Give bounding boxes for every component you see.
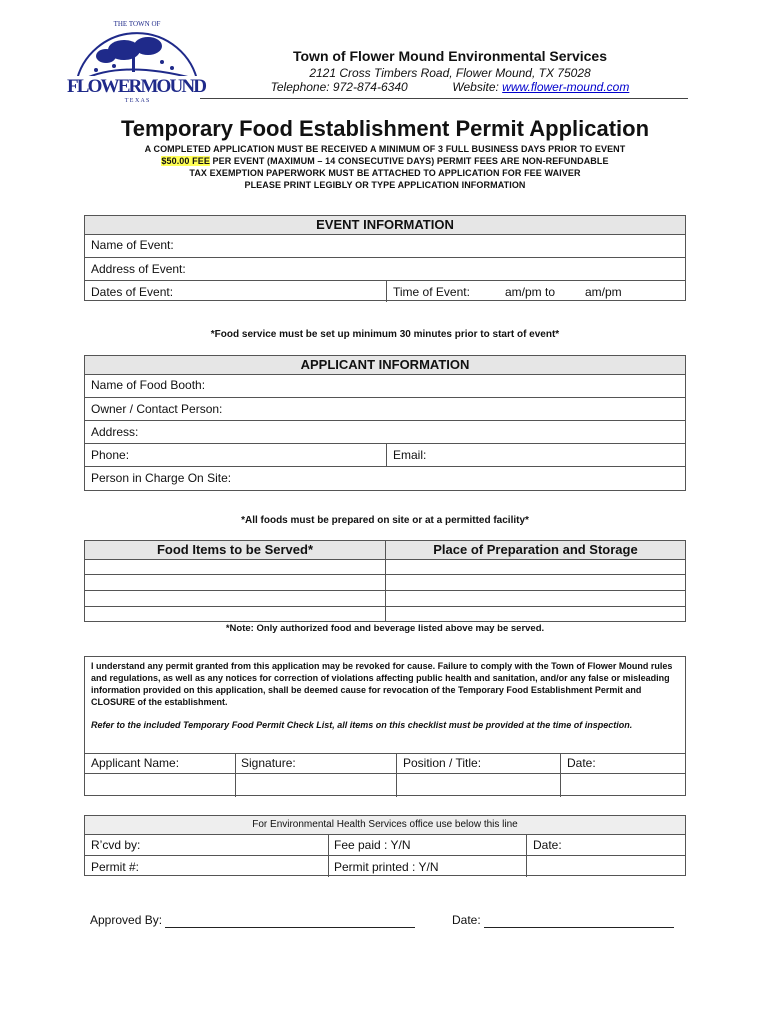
phone-label: Phone: (91, 448, 130, 462)
divider (526, 834, 527, 855)
divider (386, 444, 387, 467)
divider (396, 774, 397, 797)
note-line-1: A COMPLETED APPLICATION MUST BE RECEIVED A MINIMUM OF 3 FULL BUSINESS DAYS PRIOR TO EVENT (144, 144, 626, 154)
approval-date-label: Date: (452, 913, 481, 927)
office-use-heading: For Environmental Health Services office use below this line (85, 816, 685, 835)
logo-name: FLOWERMOUND (67, 76, 207, 97)
website-link[interactable]: www.flower-mound.com (502, 80, 630, 94)
website-label: Website: (452, 80, 499, 94)
approved-by-label: Approved By: (90, 913, 163, 927)
event-information-heading: EVENT INFORMATION (85, 216, 685, 235)
fee-highlight: $50.00 FEE (161, 156, 210, 166)
logo-arc-text: THE TOWN OF (113, 20, 161, 28)
signature-row (85, 753, 685, 774)
table-row[interactable] (85, 590, 685, 607)
applicant-address-label: Address: (91, 425, 139, 439)
event-time-label: Time of Event: (393, 285, 470, 299)
received-by-label: R’cvd by: (91, 838, 141, 852)
office-use-box (84, 815, 686, 876)
approval-date-field[interactable] (484, 913, 674, 928)
email-label: Email: (393, 448, 427, 462)
page-title: Temporary Food Establishment Permit Application (120, 116, 650, 141)
office-date-label: Date: (533, 838, 562, 852)
person-in-charge-label: Person in Charge On Site: (91, 471, 232, 485)
prep-note: *All foods must be prepared on site or at a permitted facility* (241, 515, 529, 526)
approval-date-line (452, 913, 674, 928)
divider (386, 281, 387, 302)
ampm-label: am/pm (585, 285, 622, 299)
table-row[interactable] (85, 574, 685, 591)
owner-row[interactable] (85, 397, 685, 421)
applicant-information-box (84, 355, 686, 491)
divider (235, 754, 236, 774)
preparation-header: Place of Preparation and Storage (386, 541, 685, 560)
logo-state-text: T E X A S (124, 98, 150, 104)
event-dates-row (85, 280, 685, 302)
divider (328, 856, 329, 877)
applicant-name-label: Applicant Name: (91, 756, 180, 770)
date-label: Date: (567, 756, 596, 770)
food-service-note: *Food service must be set up minimum 30 minutes prior to start of event* (210, 329, 560, 340)
divider (328, 834, 329, 855)
town-logo (62, 14, 212, 104)
note-line-2-rest: PER EVENT (MAXIMUM – 14 CONSECUTIVE DAYS) PERMIT FEES ARE NON-REFUNDABLE (209, 156, 609, 166)
header-divider (200, 98, 688, 99)
office-row-2 (85, 855, 685, 877)
declaration-text: I understand any permit granted from this application may be revoked for cause. Failure to comply with the Town of Flower Mound rules and regulations, as well as any notices for correction of violations affecting public health and sanitation, and/or any false or misleading information provided on this application, shall be deemed cause for revocation of the Temporary Food Establishment Permit and CLOSURE of the establishment. (91, 661, 673, 707)
divider (396, 754, 397, 774)
food-booth-label: Name of Food Booth: (91, 378, 206, 392)
note-line-3: TAX EXEMPTION PAPERWORK MUST BE ATTACHED TO APPLICATION FOR FEE WAIVER (189, 168, 581, 178)
permit-number-label: Permit #: (91, 860, 140, 874)
food-booth-row[interactable] (85, 374, 685, 397)
applicant-information-heading: APPLICANT INFORMATION (85, 356, 685, 375)
org-telephone: Telephone: 972-874-6340 (270, 80, 408, 94)
signature-label: Signature: (241, 756, 296, 770)
food-items-header: Food Items to be Served* (85, 541, 385, 560)
person-in-charge-row[interactable] (85, 466, 685, 492)
event-address-row[interactable] (85, 257, 685, 281)
food-table-note: *Note: Only authorized food and beverage listed above may be served. (225, 623, 545, 634)
applicant-address-row[interactable] (85, 420, 685, 444)
event-name-label: Name of Event: (91, 238, 174, 252)
signature-entry-row[interactable] (85, 773, 685, 797)
food-items-table (84, 540, 686, 622)
position-label: Position / Title: (403, 756, 482, 770)
note-line-4: PLEASE PRINT LEGIBLY OR TYPE APPLICATION INFORMATION (244, 180, 526, 190)
table-row[interactable] (85, 559, 685, 574)
table-row[interactable] (85, 606, 685, 623)
org-contact (210, 80, 690, 94)
owner-label: Owner / Contact Person: (91, 402, 223, 416)
org-address: 2121 Cross Timbers Road, Flower Mound, TX 75028 (309, 66, 591, 80)
event-information-box (84, 215, 686, 301)
event-address-label: Address of Event: (91, 262, 186, 276)
ampm-to-label: am/pm to (505, 285, 556, 299)
approved-by-line (90, 913, 415, 928)
divider (235, 774, 236, 797)
org-name: Town of Flower Mound Environmental Services (292, 48, 607, 64)
declaration-box (84, 656, 686, 796)
divider (526, 856, 527, 877)
event-dates-label: Dates of Event: (91, 285, 174, 299)
divider (560, 754, 561, 774)
note-line-2 (0, 156, 770, 166)
checklist-note: Refer to the included Temporary Food Permit Check List, all items on this checklist must be provided at the time of inspection. (91, 720, 633, 730)
permit-printed-label: Permit printed : Y/N (334, 860, 439, 874)
office-row-1 (85, 834, 685, 855)
divider (560, 774, 561, 797)
phone-email-row (85, 443, 685, 467)
fee-paid-label: Fee paid : Y/N (334, 838, 411, 852)
event-name-row[interactable] (85, 234, 685, 257)
approved-by-field[interactable] (165, 913, 415, 928)
